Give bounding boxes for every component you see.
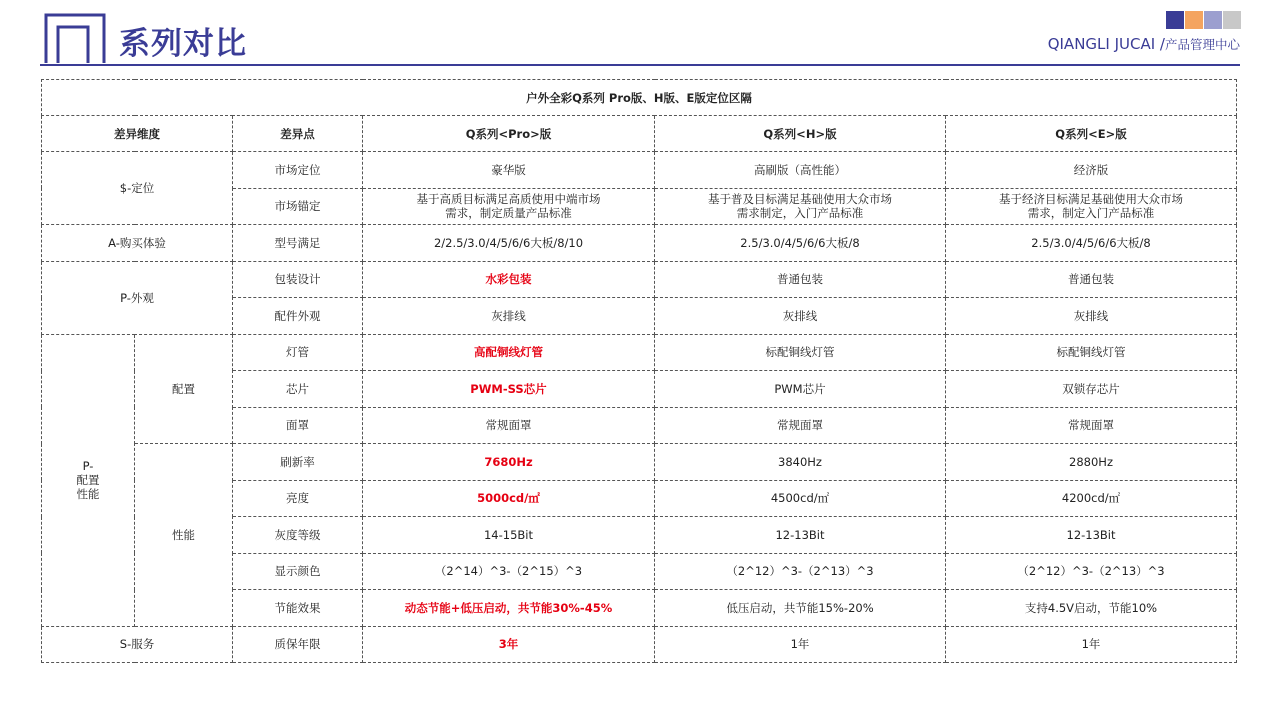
table-row: [42, 626, 1237, 663]
page-title: 系列对比: [119, 26, 247, 62]
cell-h: （2^12）^3-（2^13）^3: [655, 553, 946, 590]
cell-e: [946, 188, 1237, 225]
header-e: Q系列<E>版: [946, 116, 1237, 152]
cell-e: 标配铜线灯管: [946, 334, 1237, 371]
cell-h: 3840Hz: [655, 444, 946, 481]
row-point: 亮度: [233, 480, 363, 517]
swatch-orange: [1185, 11, 1203, 29]
cell-line: 基于经济目标满足基础使用大众市场: [999, 192, 1183, 207]
brand-name: QIANGLI JUCAI: [1047, 35, 1156, 53]
cell-line: 需求，制定入门产品标准: [1027, 206, 1155, 221]
cell-line: 基于高质目标满足高质使用中端市场: [416, 192, 601, 207]
cell-pro: 动态节能+低压启动，共节能30%-45%: [363, 590, 655, 627]
group-line: 性能: [76, 487, 100, 501]
cell-h: 常规面罩: [655, 407, 946, 444]
table-title: 户外全彩Q系列 Pro版、H版、E版定位区隔: [42, 80, 1237, 116]
cell-e: 12-13Bit: [946, 517, 1237, 554]
cell-pro: 常规面罩: [363, 407, 655, 444]
cell-e: 1年: [946, 626, 1237, 663]
table-row: [42, 334, 1237, 371]
table-row: [42, 225, 1237, 262]
cell-pro: 豪华版: [363, 152, 655, 189]
cell-e: 经济版: [946, 152, 1237, 189]
cell-line: 需求制定，入门产品标准: [736, 206, 864, 221]
group-positioning: $-定位: [42, 152, 233, 225]
header-divider: [40, 64, 1240, 66]
cell-h: 低压启动，共节能15%-20%: [655, 590, 946, 627]
row-point: 型号满足: [233, 225, 363, 262]
group-purchase: A-购买体验: [42, 225, 233, 262]
row-point: 市场定位: [233, 152, 363, 189]
brand-separator: /: [1155, 35, 1165, 53]
cell-pro: 高配铜线灯管: [363, 334, 655, 371]
cell-pro: 水彩包装: [363, 261, 655, 298]
cell-e: 普通包装: [946, 261, 1237, 298]
cell-line: 需求，制定质量产品标准: [445, 206, 572, 221]
group-config-perf: [42, 334, 135, 626]
header-h: Q系列<H>版: [655, 116, 946, 152]
row-point: 刷新率: [233, 444, 363, 481]
cell-h: 12-13Bit: [655, 517, 946, 554]
cell-e: 2880Hz: [946, 444, 1237, 481]
row-point: 芯片: [233, 371, 363, 408]
table-row: [42, 152, 1237, 189]
table-header-row: [42, 116, 1237, 152]
header-dimension: 差异维度: [42, 116, 233, 152]
cell-h: 灰排线: [655, 298, 946, 335]
brand-label: [1048, 34, 1240, 55]
swatch-gray: [1223, 11, 1241, 29]
cell-e: 支持4.5V启动，节能10%: [946, 590, 1237, 627]
cell-pro: 2/2.5/3.0/4/5/6/6大板/8/10: [363, 225, 655, 262]
cell-pro: 3年: [363, 626, 655, 663]
cell-e: 双锁存芯片: [946, 371, 1237, 408]
row-point: 包装设计: [233, 261, 363, 298]
row-point: 显示颜色: [233, 553, 363, 590]
cell-pro: 灰排线: [363, 298, 655, 335]
row-point: 面罩: [233, 407, 363, 444]
color-swatches: [1166, 11, 1242, 29]
cell-pro: PWM-SS芯片: [363, 371, 655, 408]
cell-pro: [363, 188, 655, 225]
logo-frame-icon: [44, 13, 106, 63]
row-point: 市场锚定: [233, 188, 363, 225]
cell-h: 2.5/3.0/4/5/6/6大板/8: [655, 225, 946, 262]
table-row: [42, 261, 1237, 298]
cell-pro: 7680Hz: [363, 444, 655, 481]
table-row: [42, 444, 1237, 481]
row-point: 灯管: [233, 334, 363, 371]
swatch-navy: [1166, 11, 1184, 29]
cell-h: PWM芯片: [655, 371, 946, 408]
row-point: 质保年限: [233, 626, 363, 663]
cell-e: 灰排线: [946, 298, 1237, 335]
cell-e: 2.5/3.0/4/5/6/6大板/8: [946, 225, 1237, 262]
cell-pro: （2^14）^3-（2^15）^3: [363, 553, 655, 590]
cell-h: 1年: [655, 626, 946, 663]
subgroup-config: 配置: [135, 334, 233, 444]
header-pro: Q系列<Pro>版: [363, 116, 655, 152]
cell-e: 常规面罩: [946, 407, 1237, 444]
row-point: 节能效果: [233, 590, 363, 627]
row-point: 灰度等级: [233, 517, 363, 554]
cell-line: 基于普及目标满足基础使用大众市场: [708, 192, 892, 207]
swatch-lavender: [1204, 11, 1222, 29]
subgroup-performance: 性能: [135, 444, 233, 627]
cell-h: 普通包装: [655, 261, 946, 298]
comparison-table: [41, 79, 1237, 663]
row-point: 配件外观: [233, 298, 363, 335]
group-service: S-服务: [42, 626, 233, 663]
group-line: P-: [82, 459, 94, 473]
cell-h: [655, 188, 946, 225]
group-line: 配置: [76, 473, 100, 487]
cell-pro: 5000cd/㎡: [363, 480, 655, 517]
group-appearance: P-外观: [42, 261, 233, 334]
cell-h: 标配铜线灯管: [655, 334, 946, 371]
cell-e: （2^12）^3-（2^13）^3: [946, 553, 1237, 590]
cell-e: 4200cd/㎡: [946, 480, 1237, 517]
cell-pro: 14-15Bit: [363, 517, 655, 554]
cell-h: 4500cd/㎡: [655, 480, 946, 517]
table-title-row: [42, 80, 1237, 116]
brand-subtitle: 产品管理中心: [1164, 37, 1240, 52]
header-point: 差异点: [233, 116, 363, 152]
cell-h: 高刷版（高性能）: [655, 152, 946, 189]
